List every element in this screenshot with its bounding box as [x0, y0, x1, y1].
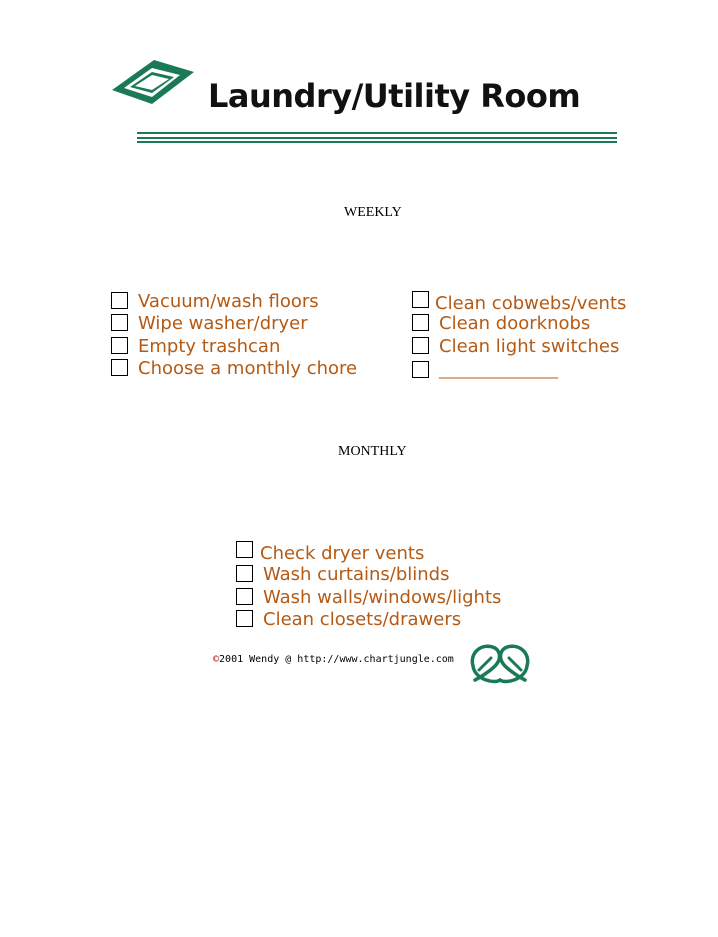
chore-checkbox[interactable]: [412, 314, 429, 331]
chore-label: Choose a monthly chore: [138, 358, 358, 379]
chore-label: Vacuum/wash floors: [138, 291, 319, 312]
weekly-chore-item[interactable]: [111, 337, 280, 357]
weekly-chore-item[interactable]: [111, 359, 357, 379]
chore-checkbox[interactable]: [236, 565, 253, 582]
chore-checkbox[interactable]: [412, 361, 429, 378]
monthly-chore-item[interactable]: [236, 610, 461, 630]
chore-checkbox[interactable]: [111, 314, 128, 331]
copyright-notice: [213, 655, 454, 665]
chore-label: Clean doorknobs: [439, 313, 591, 334]
chore-label: Wipe washer/dryer: [138, 313, 308, 334]
chore-checkbox[interactable]: [236, 541, 253, 558]
header-divider: [137, 131, 617, 145]
weekly-chore-item[interactable]: [412, 291, 626, 314]
diamond-logo-icon: [110, 58, 196, 106]
chore-checkbox[interactable]: [111, 359, 128, 376]
weekly-heading: WEEKLY: [344, 205, 402, 220]
pretzel-icon: [465, 640, 535, 686]
chore-label: Clean closets/drawers: [263, 609, 462, 630]
page-title: Laundry/Utility Room: [208, 77, 581, 115]
weekly-chore-item[interactable]: [412, 361, 558, 381]
weekly-chore-item[interactable]: [111, 314, 308, 334]
monthly-chore-item[interactable]: [236, 541, 424, 564]
chore-label: Wash curtains/blinds: [263, 564, 450, 585]
chore-checkbox[interactable]: [236, 610, 253, 627]
chore-checkbox[interactable]: [111, 292, 128, 309]
weekly-chore-item[interactable]: [111, 292, 319, 312]
chore-label: Wash walls/windows/lights: [263, 587, 502, 608]
chore-label: Empty trashcan: [138, 336, 281, 357]
chore-label: Clean light switches: [439, 336, 620, 357]
chore-checkbox[interactable]: [111, 337, 128, 354]
chore-checkbox[interactable]: [412, 291, 429, 308]
chore-checkbox[interactable]: [412, 337, 429, 354]
chore-label: Check dryer vents: [260, 543, 425, 564]
chore-checkbox[interactable]: [236, 588, 253, 605]
monthly-chore-item[interactable]: [236, 565, 449, 585]
monthly-chore-item[interactable]: [236, 588, 501, 608]
weekly-chore-item[interactable]: [412, 337, 619, 357]
copyright-text: 2001 Wendy @ http://www.chartjungle.com: [219, 654, 454, 665]
weekly-chore-item[interactable]: [412, 314, 590, 334]
chore-label: Clean cobwebs/vents: [435, 293, 627, 314]
monthly-heading: MONTHLY: [338, 444, 407, 459]
chore-blank-line: _________________: [439, 363, 558, 379]
copyright-symbol: ©: [213, 654, 220, 665]
